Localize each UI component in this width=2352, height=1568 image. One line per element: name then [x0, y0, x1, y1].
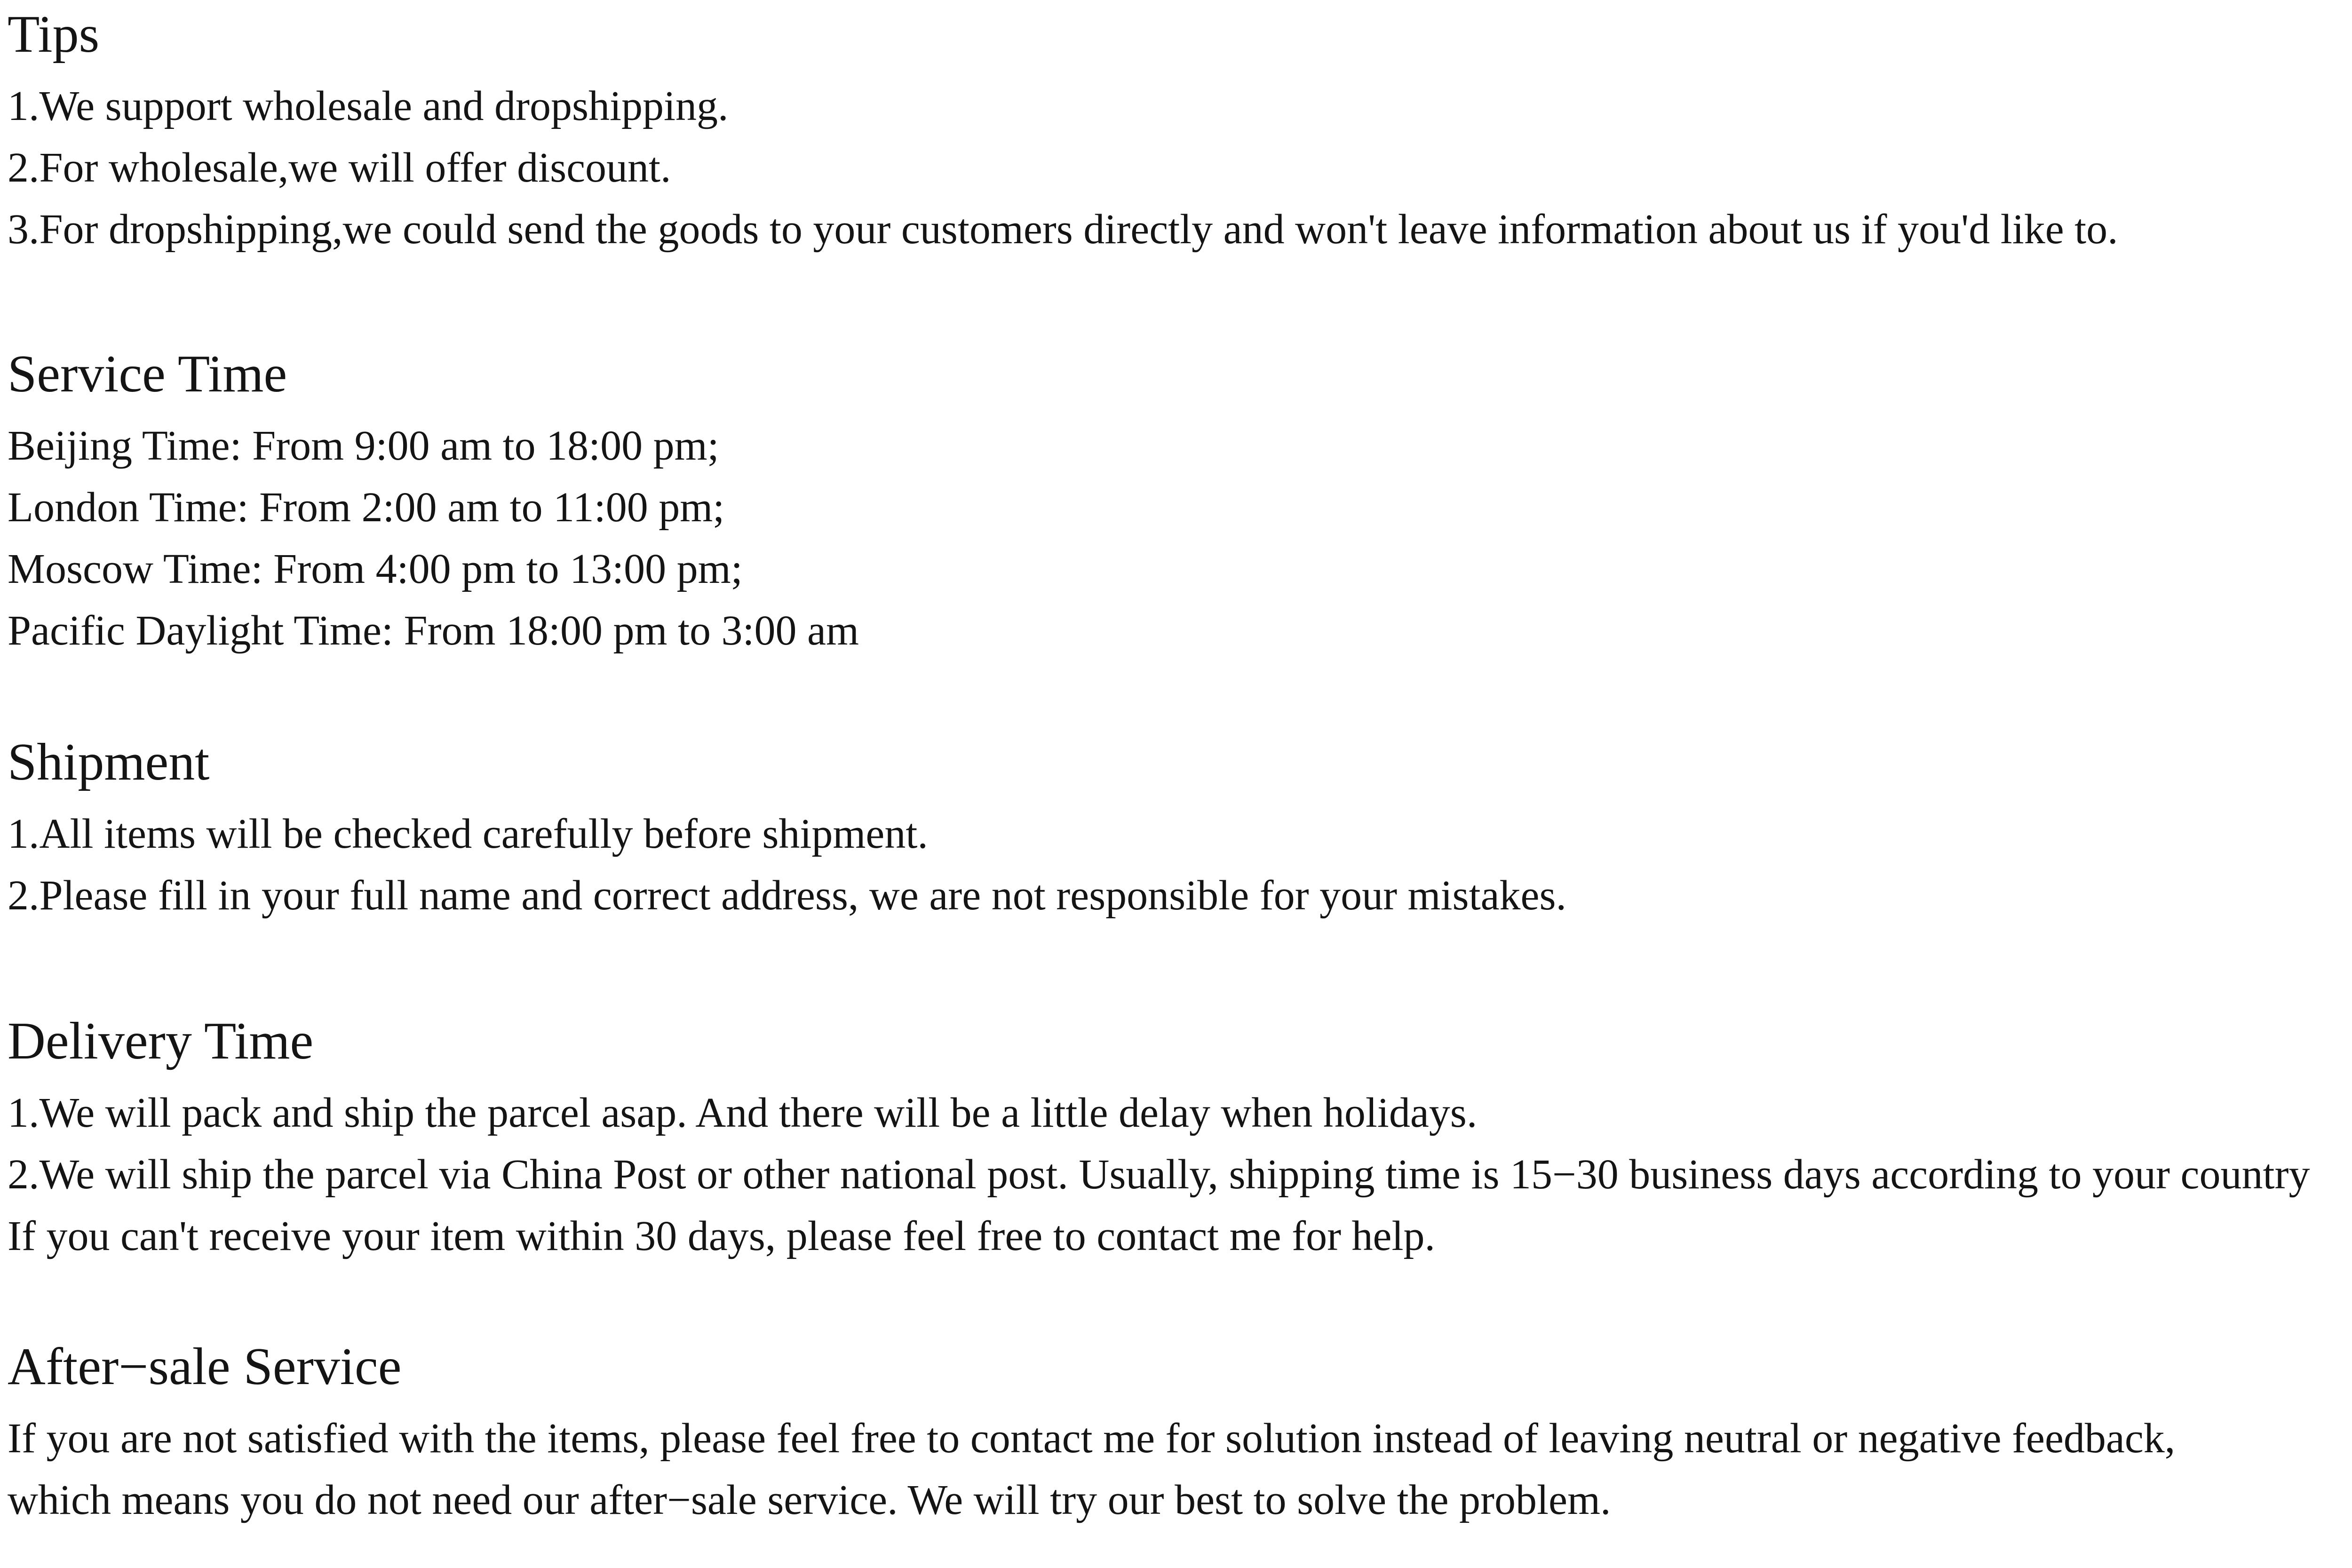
shipment-item-1	[8, 803, 2352, 865]
shipment-heading: Shipment	[8, 733, 210, 791]
tips-section	[8, 4, 2352, 260]
after-sale-line-2: which means you do not need our after−sale service. We will try our best to solve the problem.	[8, 1477, 1611, 1523]
service-time-london: London Time: From 2:00 am to 11:00 pm;	[8, 484, 725, 531]
service-time-pacific: Pacific Daylight Time: From 18:00 pm to 3:00 am	[8, 607, 859, 654]
tips-item-1-text: We support wholesale and dropshipping.	[39, 83, 729, 129]
tips-item-3-number: 3.	[8, 206, 40, 253]
service-time-section	[8, 343, 2352, 661]
delivery-item-1-text: We will pack and ship the parcel asap. And there will be a little delay when holidays.	[39, 1090, 1478, 1136]
after-sale-text	[8, 1408, 2352, 1531]
service-time-heading: Service Time	[8, 345, 287, 403]
after-sale-line-1: If you are not satisfied with the items, please feel free to contact me for solution instead of leaving neutral or negative feedback,	[8, 1415, 2176, 1462]
after-sale-section	[8, 1336, 2352, 1531]
tips-item-2-number: 2.	[8, 144, 40, 191]
shipment-section	[8, 732, 2352, 926]
shipment-item-2	[8, 865, 2352, 926]
tips-item-1	[8, 75, 2352, 137]
service-time-moscow: Moscow Time: From 4:00 pm to 13:00 pm;	[8, 546, 743, 592]
tips-item-1-number: 1.	[8, 83, 40, 129]
delivery-time-heading: Delivery Time	[8, 1012, 314, 1070]
tips-item-2	[8, 137, 2352, 199]
tips-list	[8, 75, 2352, 260]
tips-item-3	[8, 199, 2352, 260]
delivery-item-1-number: 1.	[8, 1090, 40, 1136]
tips-item-2-text: For wholesale,we will offer discount.	[39, 144, 671, 191]
shipment-item-2-text: Please fill in your full name and correct address, we are not responsible for your mistakes.	[39, 872, 1567, 919]
after-sale-heading: After−sale Service	[8, 1337, 402, 1396]
shipment-item-2-number: 2.	[8, 872, 40, 919]
delivery-item-2-text: We will ship the parcel via China Post or other national post. Usually, shipping time is 15−30 business days according to your country	[39, 1151, 2310, 1198]
shipment-list	[8, 803, 2352, 926]
delivery-item-3-text: If you can't receive your item within 30 days, please feel free to contact me for help.	[8, 1213, 1435, 1259]
delivery-time-section	[8, 1011, 2352, 1267]
delivery-item-3	[8, 1205, 2352, 1267]
shipment-item-1-text: All items will be checked carefully before shipment.	[39, 811, 928, 857]
delivery-item-1	[8, 1082, 2352, 1144]
service-time-beijing: Beijing Time: From 9:00 am to 18:00 pm;	[8, 422, 719, 469]
tips-heading: Tips	[8, 5, 100, 64]
service-time-list	[8, 415, 2352, 661]
delivery-time-list	[8, 1082, 2352, 1267]
delivery-item-2-number: 2.	[8, 1151, 40, 1198]
delivery-item-2	[8, 1144, 2352, 1205]
tips-item-3-text: For dropshipping,we could send the goods to your customers directly and won't leave information about us if you'd like to.	[39, 206, 2118, 253]
shipment-item-1-number: 1.	[8, 811, 40, 857]
